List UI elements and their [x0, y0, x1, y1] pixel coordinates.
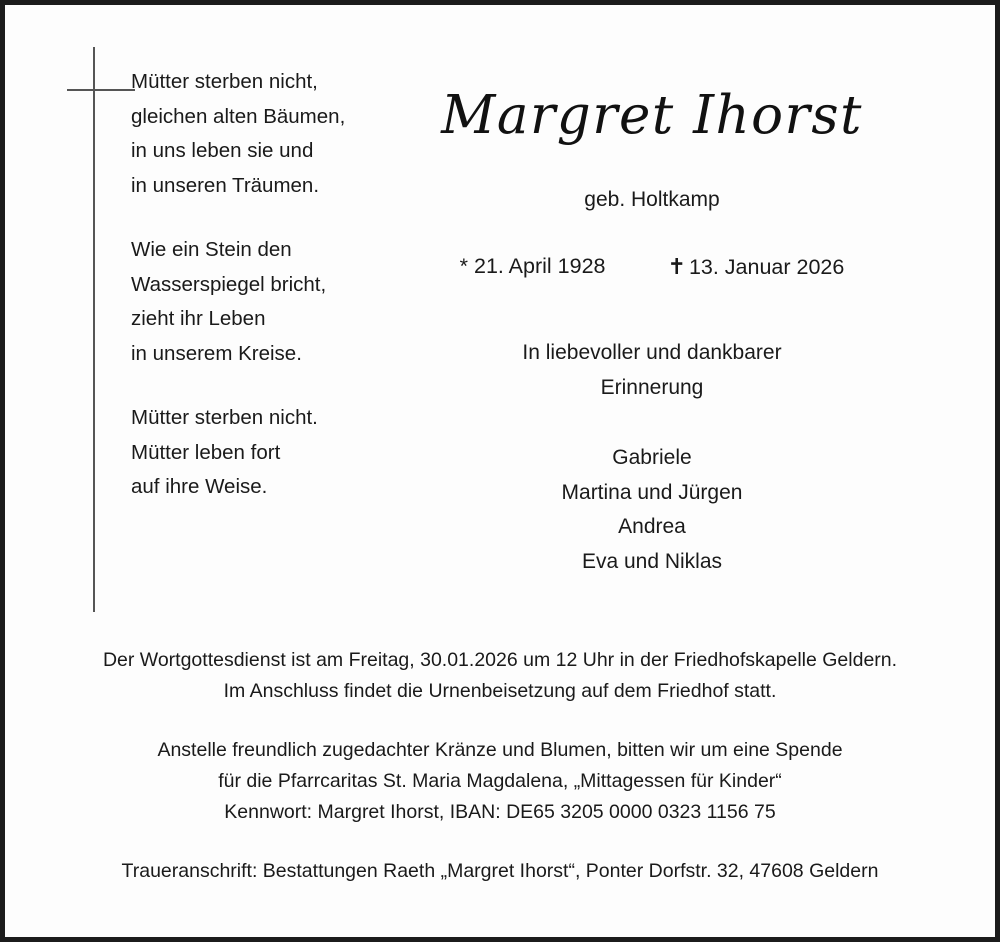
- donation-line: Anstelle freundlich zugedachter Kränze und Blumen, bitten wir um eine Spende: [157, 739, 843, 761]
- verse-column: [5, 65, 346, 579]
- mourning-address-line: Traueranschrift: Bestattungen Raeth „Margret Ihorst“, Ponter Dorfstr. 32, 47608 Geldern: [121, 860, 879, 882]
- dagger-icon: ✝: [667, 254, 686, 279]
- death-date: 13. Januar 2026: [688, 255, 845, 279]
- verse-line: Mütter leben fort: [131, 440, 281, 464]
- death-date-group: [668, 254, 845, 280]
- maiden-name: geb. Holtkamp: [584, 188, 720, 211]
- deceased-name: Margret Ihorst: [441, 85, 863, 146]
- dedication: [335, 335, 969, 405]
- verse-line: Mütter sterben nicht,: [131, 70, 318, 93]
- verse-line: Wie ein Stein den: [131, 238, 292, 261]
- survivor-line: Eva und Niklas: [581, 549, 723, 573]
- dedication-line: Erinnerung: [600, 376, 704, 399]
- verse-line: in unserem Kreise.: [131, 341, 302, 365]
- survivor-line: Gabriele: [612, 446, 692, 469]
- mourning-address: [5, 856, 995, 887]
- survivors-list: [335, 441, 969, 579]
- dedication-line: In liebevoller und dankbarer: [522, 341, 782, 364]
- donation-line: für die Pfarrcaritas St. Maria Magdalena, „Mittagessen für Kinder“: [218, 770, 782, 792]
- verse-stanza: [131, 65, 346, 203]
- verse-line: Wasserspiegel bricht,: [131, 272, 327, 296]
- survivor-line: Martina und Jürgen: [561, 480, 743, 504]
- verse-line: in uns leben sie und: [131, 139, 314, 162]
- main-column: [335, 65, 995, 579]
- verse-line: Mütter sterben nicht.: [131, 406, 318, 429]
- verse-stanza: [131, 401, 335, 505]
- verse-stanza: [131, 233, 335, 371]
- service-line: Im Anschluss findet die Urnenbeisetzung auf dem Friedhof statt.: [223, 680, 777, 702]
- survivor-line: Andrea: [618, 515, 686, 538]
- donation-info: [5, 735, 995, 828]
- service-line: Der Wortgottesdienst ist am Freitag, 30.01.2026 um 12 Uhr in der Friedhofskapelle Geldern.: [102, 649, 898, 671]
- donation-line: Kennwort: Margret Ihorst, IBAN: DE65 3205 0000 0323 1156 75: [224, 801, 776, 823]
- birth-date: * 21. April 1928: [459, 254, 606, 278]
- verse-line: zieht ihr Leben: [131, 307, 266, 330]
- verse-line: gleichen alten Bäumen,: [131, 104, 346, 128]
- life-dates: [335, 254, 969, 280]
- top-section: [5, 5, 995, 579]
- service-info: [5, 645, 995, 707]
- verse-line: in unseren Träumen.: [131, 173, 320, 197]
- verse-line: auf ihre Weise.: [131, 475, 268, 498]
- bottom-section: [5, 645, 995, 887]
